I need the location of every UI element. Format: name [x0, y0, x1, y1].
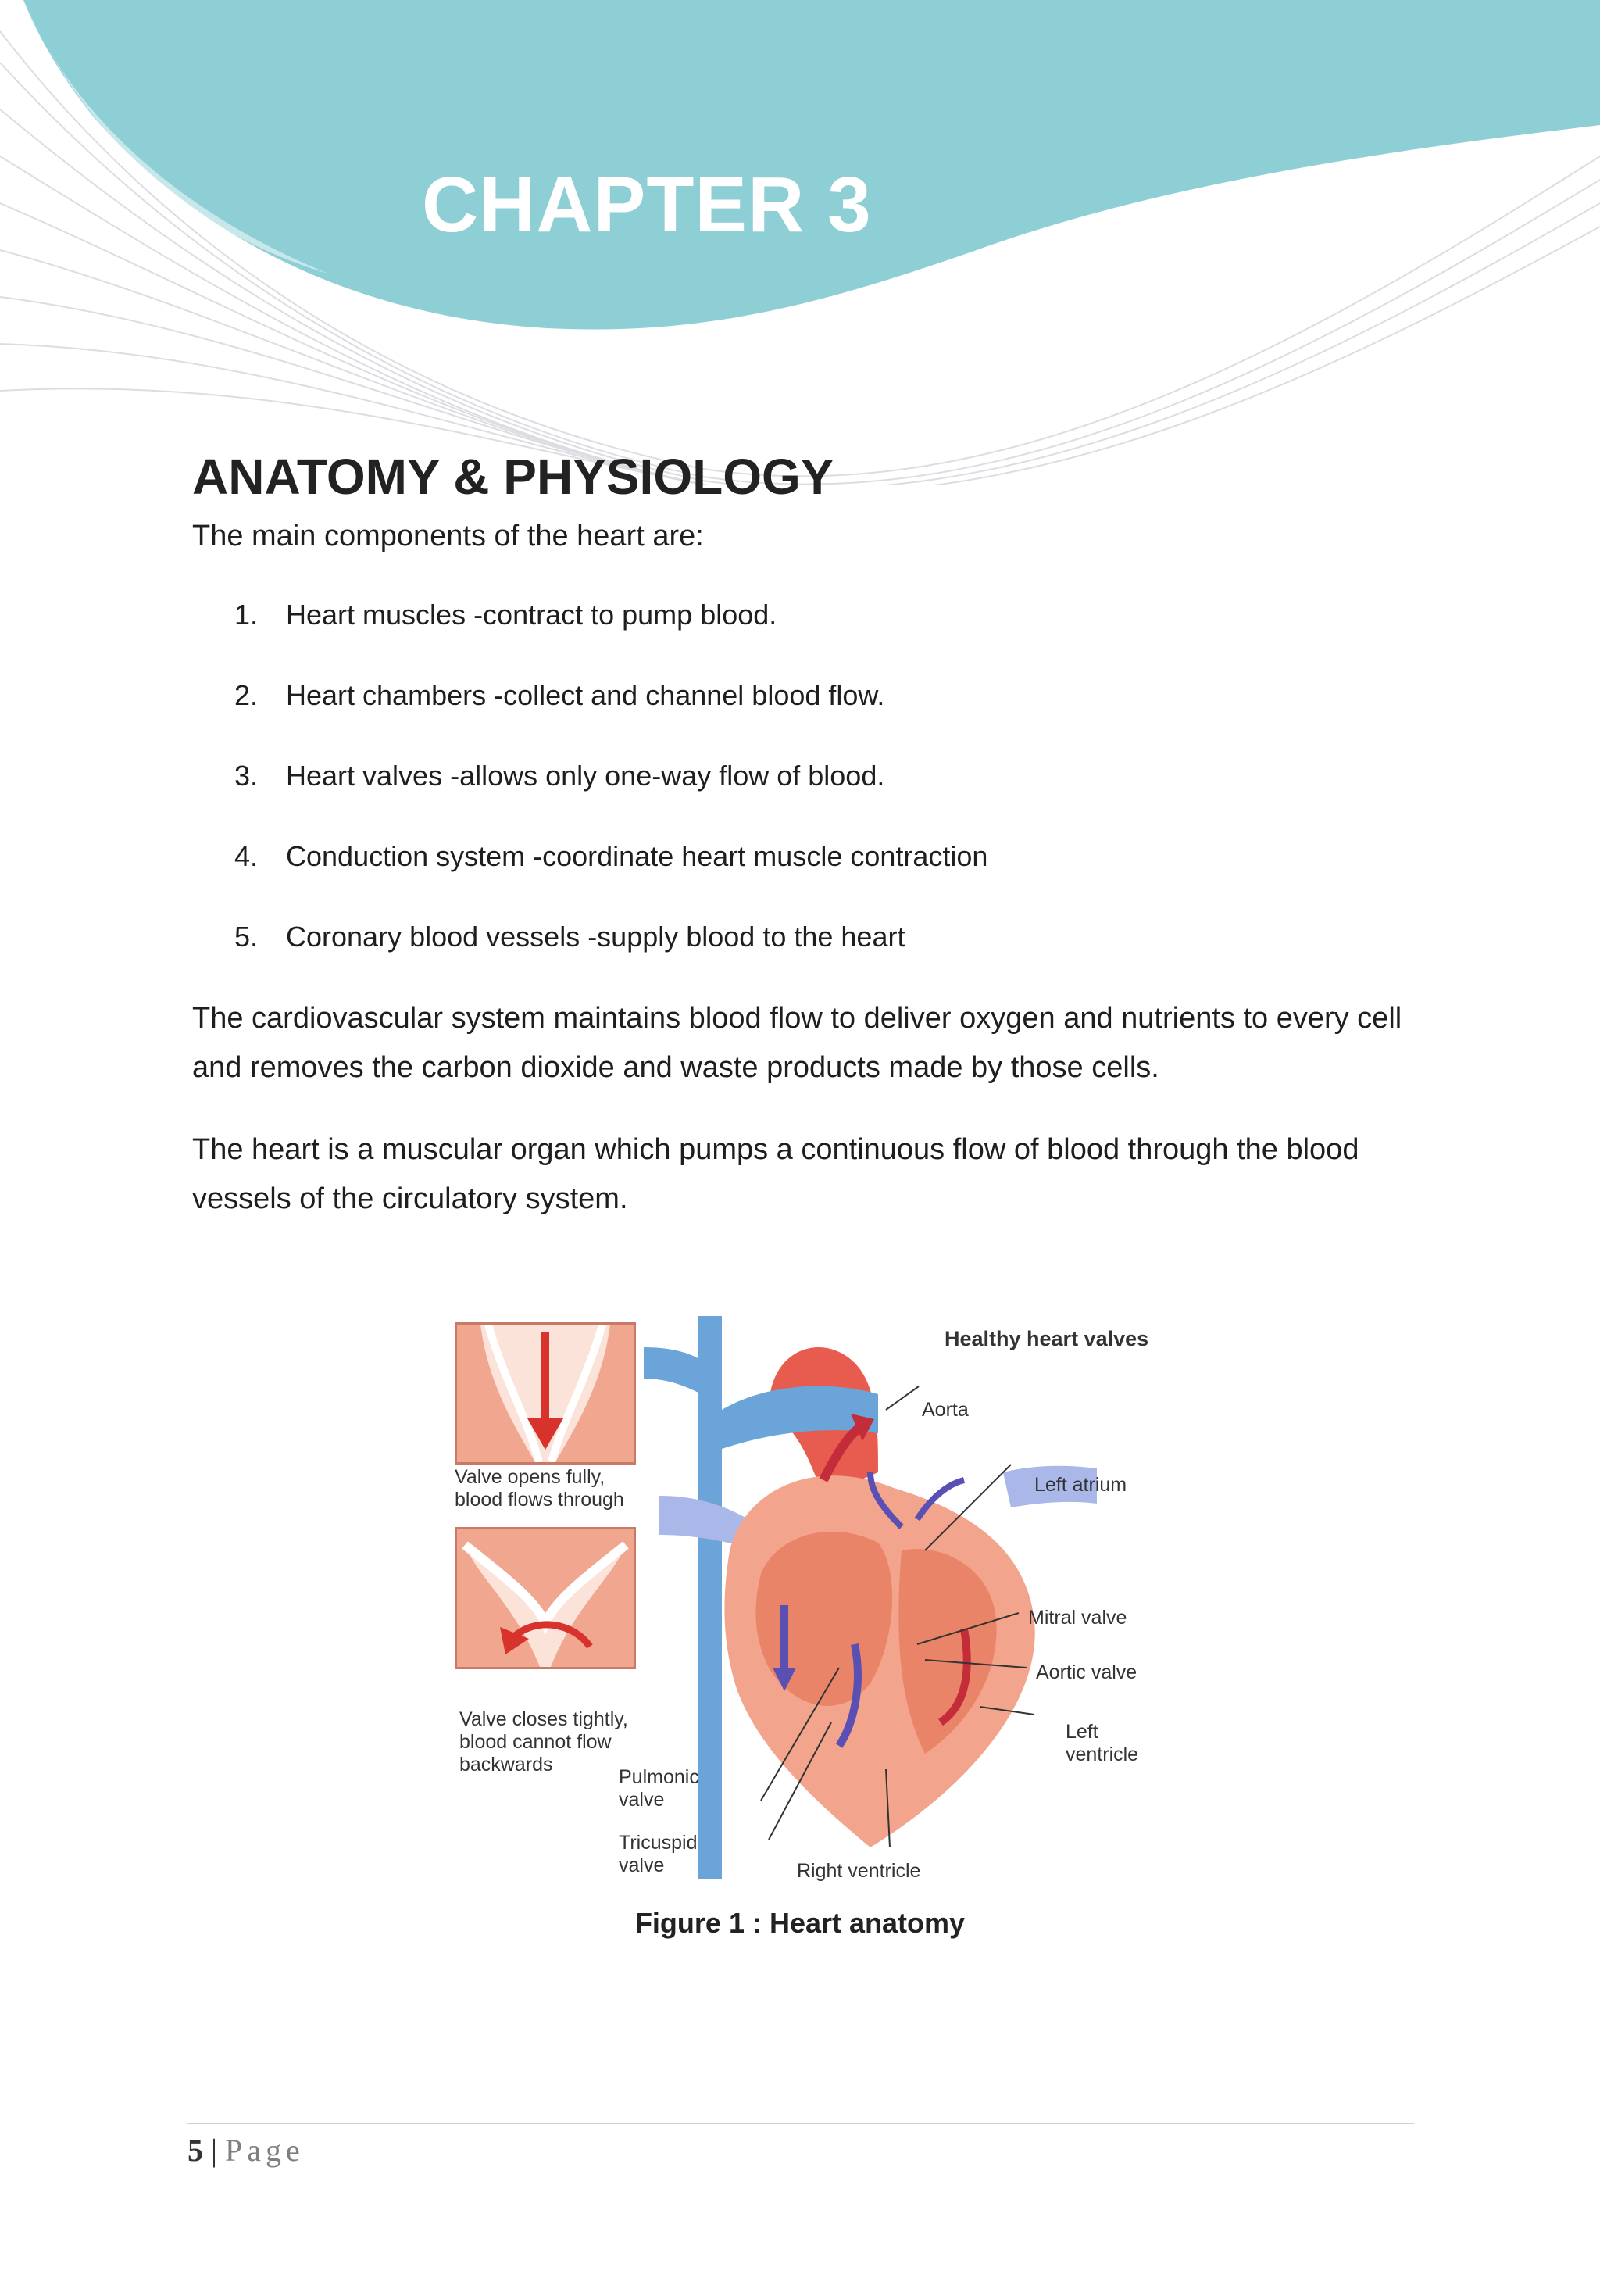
valve-closed-line1: Valve closes tightly,: [459, 1708, 628, 1730]
valve-closed-line2: blood cannot flow: [459, 1730, 612, 1753]
label-left-atrium: Left atrium: [1034, 1474, 1127, 1496]
figure-title: Healthy heart valves: [945, 1327, 1149, 1350]
paragraph-heart: The heart is a muscular organ which pumps a continuous flow of blood through the blood vessels of the circulatory system.: [192, 1133, 1359, 1215]
list-number: 3.: [234, 760, 259, 792]
list-number: 5.: [234, 921, 259, 953]
valve-open-line1: Valve opens fully,: [455, 1466, 605, 1488]
label-left-ventricle-line2: ventricle: [1066, 1743, 1139, 1765]
valve-open-inset: [455, 1322, 636, 1465]
list-text: Heart valves -allows only one-way flow of blood.: [286, 760, 885, 792]
heart-figure: [448, 1300, 1152, 1894]
footer-separator: |: [203, 2133, 226, 2168]
list-text: Heart chambers -collect and channel blood flow.: [286, 679, 885, 711]
figure-caption: Figure 1 : Heart anatomy: [634, 1907, 966, 1939]
label-tricuspid-line2: valve: [619, 1854, 665, 1876]
list-item: [234, 840, 988, 921]
list-number: 2.: [234, 679, 259, 711]
list-item: [234, 921, 988, 1001]
valve-closed-line3: backwards: [459, 1753, 553, 1776]
valve-closed-icon: [457, 1529, 634, 1667]
heart-illustration: [644, 1316, 1112, 1879]
paragraph-cardiovascular: The cardiovascular system maintains blood flow to deliver oxygen and nutrients to every cell and removes the carbon dioxide and waste products made by those cells.: [192, 1002, 1402, 1084]
label-mitral-valve: Mitral valve: [1028, 1607, 1127, 1629]
label-aortic-valve: Aortic valve: [1036, 1661, 1138, 1683]
page-number: 5: [188, 2133, 203, 2168]
label-pulmonic-valve: [619, 1766, 699, 1811]
label-tricuspid-valve: [619, 1832, 698, 1877]
list-number: 1.: [234, 599, 259, 631]
list-item: [234, 599, 988, 679]
label-left-ventricle-line1: Left: [1066, 1721, 1098, 1743]
label-pulmonic-line1: Pulmonic: [619, 1766, 699, 1788]
label-left-ventricle: [1066, 1721, 1138, 1766]
list-text: Conduction system -coordinate heart muscle contraction: [286, 840, 988, 872]
page-footer: [188, 2132, 305, 2169]
footer-divider: [188, 2123, 1414, 2124]
components-list: [234, 599, 988, 1001]
label-tricuspid-line1: Tricuspid: [619, 1832, 698, 1854]
valve-open-icon: [457, 1325, 634, 1462]
list-text: Heart muscles -contract to pump blood.: [286, 599, 777, 631]
label-aorta: Aorta: [922, 1399, 969, 1421]
label-pulmonic-line2: valve: [619, 1788, 665, 1811]
page-label: Page: [225, 2133, 305, 2168]
list-item: [234, 760, 988, 840]
list-number: 4.: [234, 840, 259, 872]
label-right-ventricle: Right ventricle: [797, 1860, 921, 1882]
valve-closed-inset: [455, 1527, 636, 1669]
valve-open-line2: blood flows through: [455, 1488, 624, 1511]
section-title: ANATOMY & PHYSIOLOGY: [192, 449, 834, 505]
chapter-title: CHAPTER 3: [422, 161, 872, 249]
valve-closed-caption: [459, 1708, 628, 1776]
intro-text: The main components of the heart are:: [192, 520, 704, 553]
list-text: Coronary blood vessels -supply blood to the heart: [286, 921, 905, 953]
valve-open-caption: [455, 1466, 624, 1511]
list-item: [234, 679, 988, 760]
